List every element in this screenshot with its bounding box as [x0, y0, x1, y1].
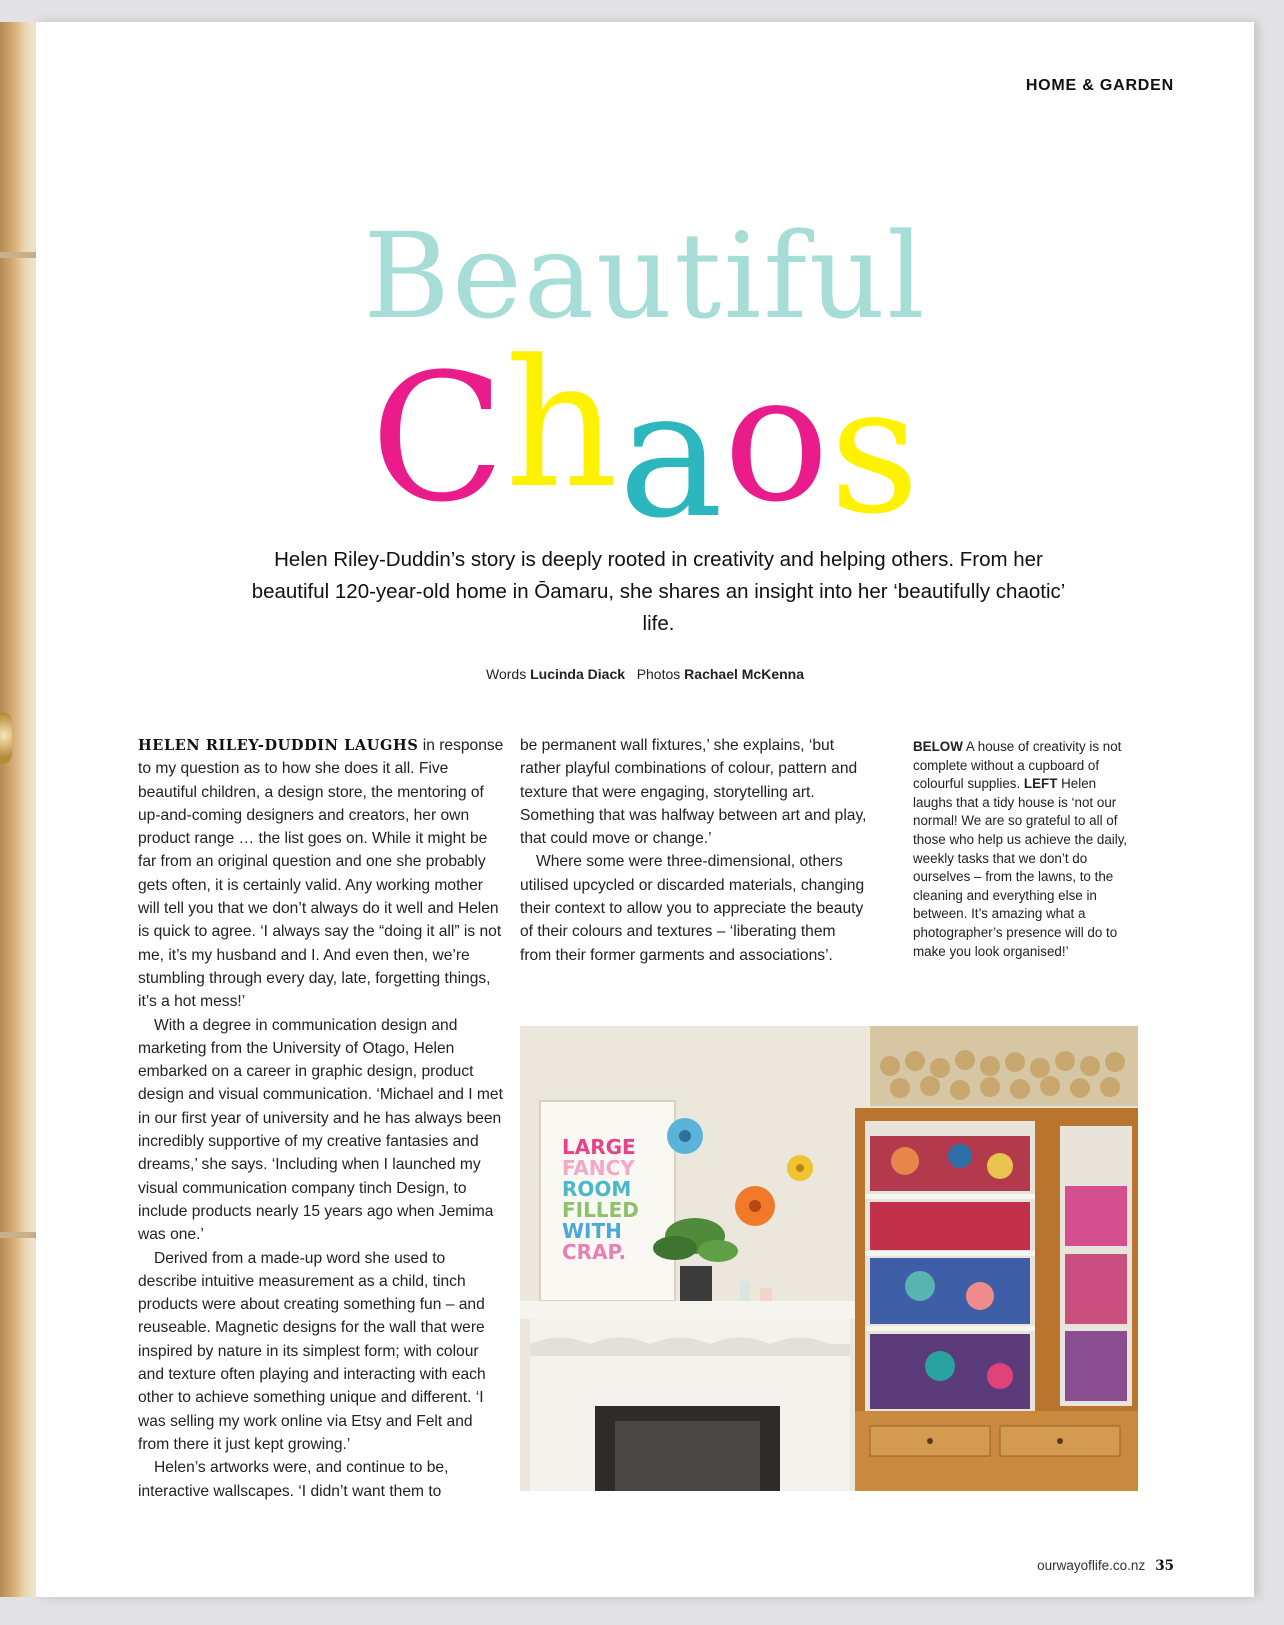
poster-word: ROOM [562, 1177, 632, 1201]
lead-in: HELEN RILEY-DUDDIN LAUGHS [138, 737, 419, 754]
door-knob [0, 712, 12, 764]
title-chaos [36, 322, 1254, 557]
body-paragraph: With a degree in communication design and marketing from the University of Otago, Helen embarked on a career in graphic design, product design and visual communication. ‘Michael and I met in our first year of university and he has always been incredibly supportive of my creative fantasies and dreams,’ she says. ‘Including when I launched my visual communication company tinch Design, to include products nearly 15 years ago when Jemima was one.’ [138, 1016, 503, 1244]
adjacent-page-photo [0, 22, 36, 1597]
caption-label-left: LEFT [1023, 776, 1058, 792]
magazine-page [36, 22, 1254, 1597]
writer-name: Lucinda Diack [530, 666, 626, 682]
words-label: Words [486, 666, 527, 682]
photos-label: Photos [636, 666, 681, 682]
section-label: HOME & GARDEN [1025, 77, 1174, 94]
poster-word: CRAP. [562, 1240, 627, 1264]
footer-url: ourwayoflife.co.nz [1037, 1558, 1146, 1573]
body-paragraph [138, 734, 504, 1014]
poster-word: WITH [562, 1219, 622, 1243]
body-paragraph: Helen’s artworks were, and continue to be, interactive wallscapes. ‘I didn’t want them to [138, 1459, 449, 1500]
caption-below-text: A house of creativity is not complete without a cupboard of colourful supplies. [913, 739, 1122, 792]
body-column-1 [138, 734, 504, 1503]
title-letter: a [618, 352, 724, 557]
paragraph-text: in response to my question as to how she does it all. Five beautiful children, a design store, the mentoring of up-and-coming designers and creators, her own product range … the list goes on. While it might be far from an original question and one she probably gets often, it is certainly valid. Any working mother will tell you that we don’t always do it well and Helen is quick to agree. ‘I always say the “doing it all” is not me, it’s my husband and I. And even then, we’re stumbling through every day, late, forgetting things, it’s a hot mess!’ [138, 737, 504, 1011]
adjacent-rail [0, 252, 36, 258]
body-paragraph: be permanent wall fixtures,’ she explains, ‘but rather playful combinations of colour, pattern and texture that were engaging, storytelling art. Something that was halfway between art and play, that could move or change.’ [520, 737, 867, 848]
body-paragraph: Where some were three-dimensional, others utilised upcycled or discarded materials, changing their context to allow you to appreciate the beauty of their colours and textures – ‘liberating them from their former garments and associations’. [520, 853, 865, 964]
title-letter: h [505, 322, 619, 527]
page-footer [1037, 1558, 1174, 1574]
poster-word: FILLED [562, 1198, 639, 1222]
adjacent-rail [0, 1232, 36, 1238]
body-column-2 [520, 734, 870, 967]
poster-word: FANCY [562, 1156, 635, 1180]
caption-label-below: BELOW [913, 739, 963, 754]
interior-photo-illustration [520, 1026, 1138, 1491]
title-letter: C [370, 336, 506, 541]
interior-photo [520, 1026, 1138, 1491]
title-letter: o [723, 336, 830, 541]
byline [36, 666, 1254, 682]
body-paragraph: Derived from a made-up word she used to describe intuitive measurement as a child, tinch products were about creating something fun – and reuseable. Magnetic designs for the wall that were inspired by nature in its simplest form; with colour and texture often playing and interacting with each other to achieve something unique and different. ‘I was selling my work online via Etsy and Felt and from there it just kept growing.’ [138, 1249, 486, 1453]
poster-word: LARGE [562, 1135, 636, 1159]
page-number: 35 [1155, 1558, 1174, 1574]
caption-left-text: Helen laughs that a tidy house is ‘not our normal! We are so grateful to all of those who help us achieve the daily, weekly tasks that we don’t do ourselves – from the lawns, to the cleaning and everything else in between. It’s amazing what a photographer’s presence will do to make you look organised!’ [913, 776, 1128, 959]
title-letter: s [829, 348, 920, 553]
standfirst: Helen Riley-Duddin’s story is deeply rooted in creativity and helping others. From her beautiful 120-year-old home in Ōamaru, she shares an insight into her ‘beautifully chaotic’ life. [251, 548, 1066, 635]
title-beautiful: Beautiful [363, 207, 927, 345]
photographer-name: Rachael McKenna [684, 666, 804, 682]
photo-caption [913, 738, 1138, 961]
